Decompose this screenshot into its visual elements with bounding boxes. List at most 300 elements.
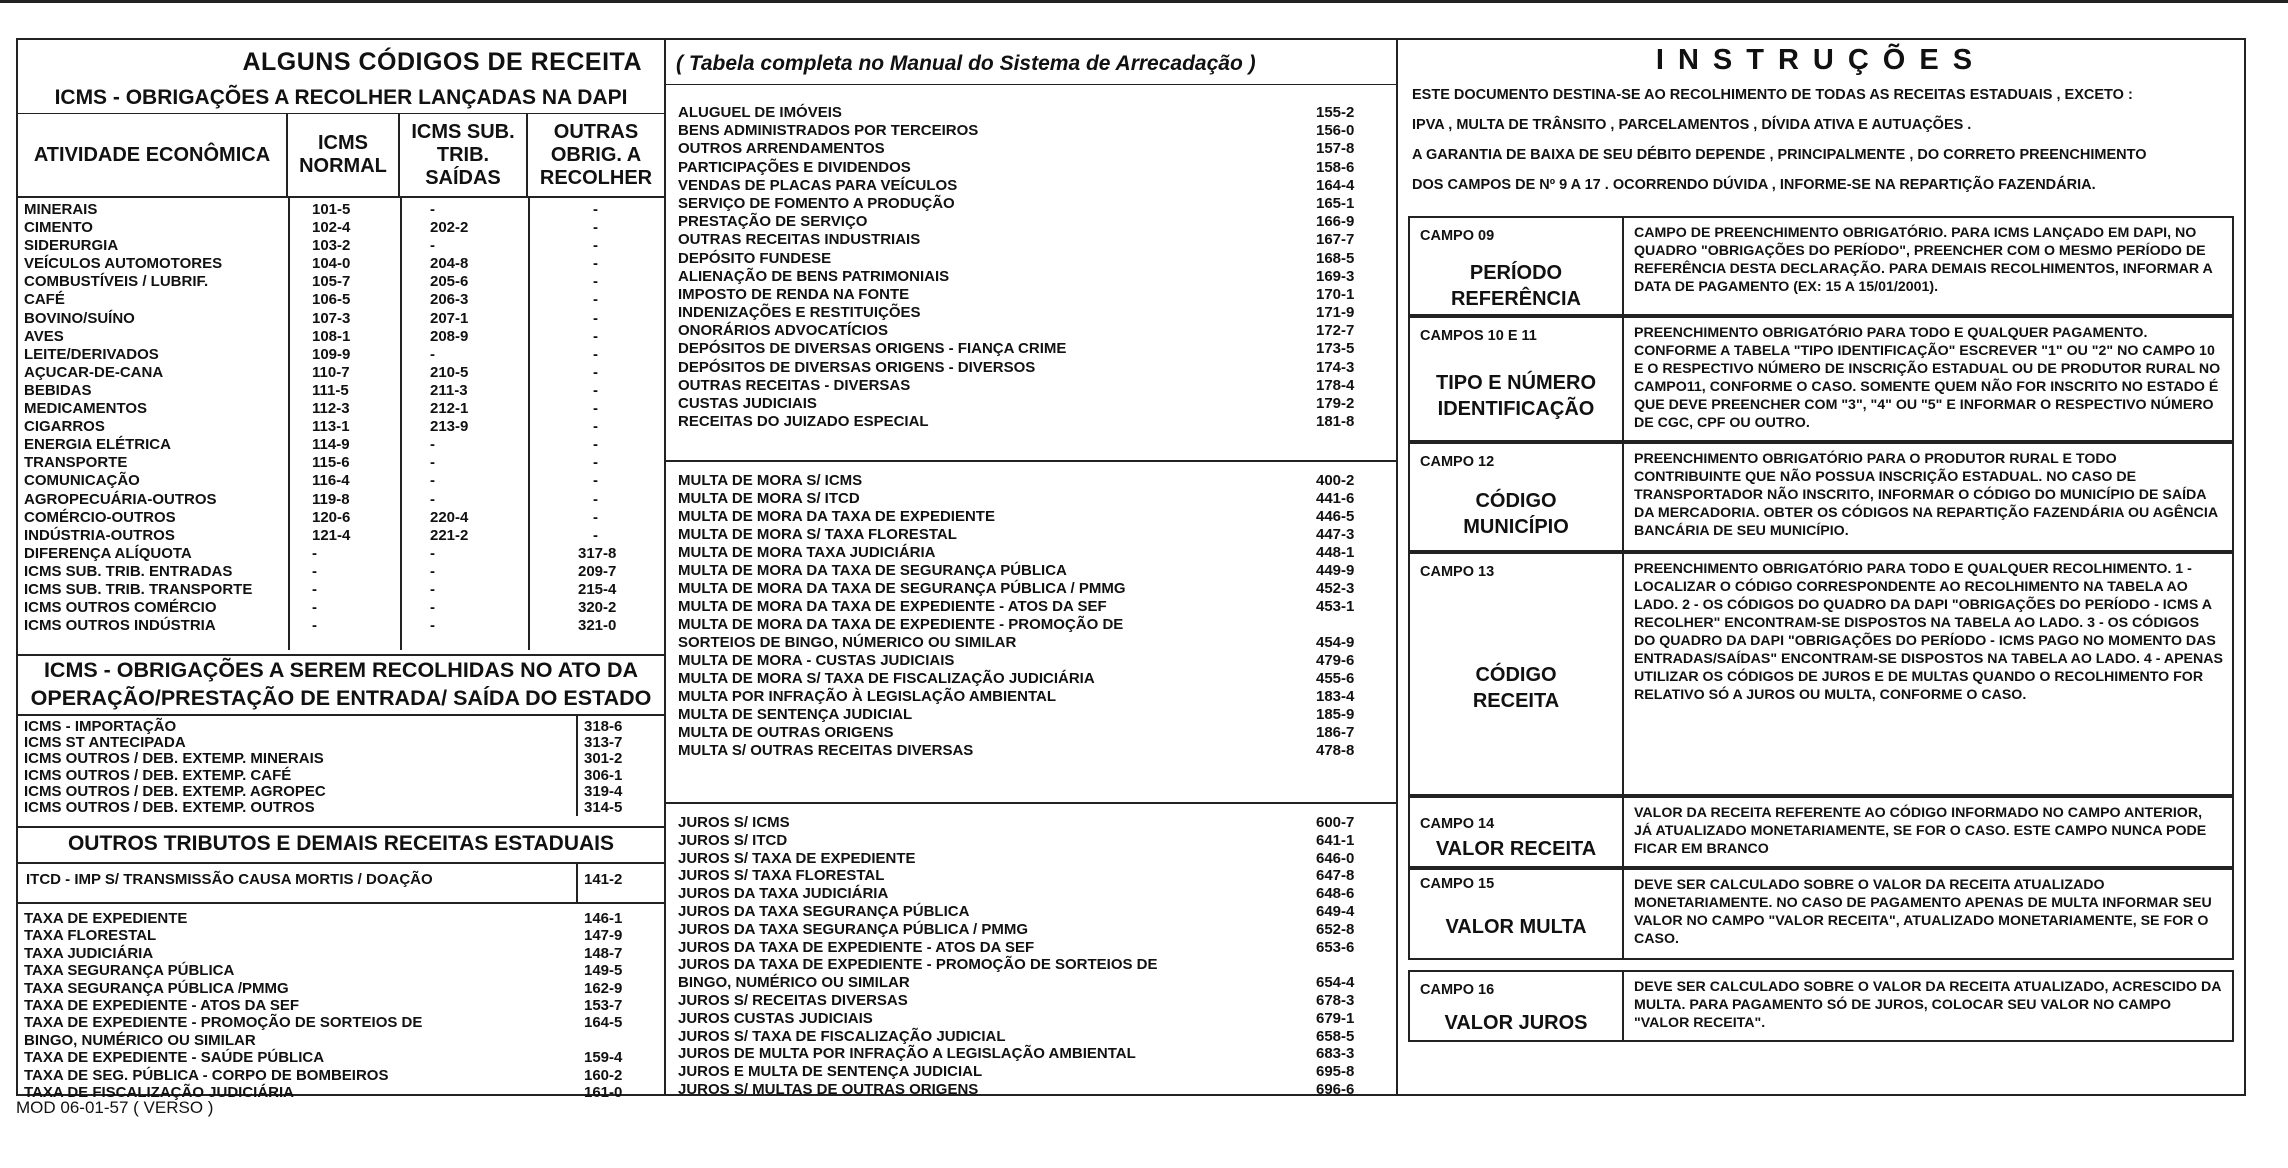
table-row [678,814,1378,832]
icms-normal-code: 114-9 [312,436,350,454]
outras-code: - [593,472,598,490]
table-row [678,1063,1378,1081]
table-row [678,213,1378,231]
icms-normal-code: 107-3 [312,309,351,327]
outras-code: - [593,273,598,291]
row-label: AGROPECUÁRIA-OUTROS [24,490,217,508]
table-row [678,903,1378,921]
row-code: 453-1 [1316,598,1355,615]
row-label: COMUNICAÇÃO [24,472,140,490]
table-row [678,1081,1378,1099]
intro-line: A GARANTIA DE BAIXA DE SEU DÉBITO DEPENDE , PRINCIPALMENTE , DO CORRETO PREENCHIMENTO [1412,147,2147,163]
table-row [678,413,1378,431]
row-label: JUROS DA TAXA JUDICIÁRIA [678,885,889,903]
row-label: COMBUSTÍVEIS / LUBRIF. [24,273,209,291]
column-instrucoes [1398,40,2244,1094]
table-row [678,250,1378,268]
row-code: 157-8 [1316,140,1355,158]
campo-number: CAMPO 13 [1420,564,1495,580]
row-label: ONORÁRIOS ADVOCATÍCIOS [678,322,889,340]
icms-st-code: - [430,562,435,580]
campo-13-box [1408,552,2234,796]
outras-code: - [593,400,598,418]
row-label: DEPÓSITOS DE DIVERSAS ORIGENS - DIVERSOS [678,358,1036,376]
row-label: JUROS S/ ICMS [678,814,790,831]
row-label: TAXA DE EXPEDIENTE - PROMOÇÃO DE SORTEIOS DE [24,1014,423,1032]
row-code: 479-6 [1316,652,1355,669]
icms-normal-code: 115-6 [312,454,350,472]
table-row [18,800,664,816]
row-label: JUROS DA TAXA SEGURANÇA PÚBLICA [678,902,970,920]
row-label: PARTICIPAÇÕES E DIVIDENDOS [678,158,911,176]
table-row [678,508,1378,526]
row-code: 455-6 [1316,670,1355,687]
row-label: VEÍCULOS AUTOMOTORES [24,255,223,273]
row-label: DEPÓSITO FUNDESE [678,249,832,267]
outras-code: - [593,381,598,399]
campo-15-box [1408,868,2234,960]
row-label: VENDAS DE PLACAS PARA VEÍCULOS [678,176,958,194]
row-code: 318-6 [584,718,623,735]
row-label: JUROS DA TAXA DE EXPEDIENTE - ATOS DA SEF [678,938,1035,956]
icms-normal-code: - [312,562,317,580]
icms-normal-code: 103-2 [312,237,351,255]
table-row [18,328,664,346]
row-code: 173-5 [1316,340,1355,358]
table-row [678,231,1378,249]
row-label: MEDICAMENTOS [24,400,148,418]
row-label: MULTA DE MORA DA TAXA DE SEGURANÇA PÚBLICA [678,562,1067,579]
icms-st-code: - [430,201,435,218]
row-label: MULTA DE MORA DA TAXA DE EXPEDIENTE - ATOS DA SEF [678,598,1107,615]
row-label: BEBIDAS [24,381,92,399]
row-label: INDENIZAÇÕES E RESTITUIÇÕES [678,304,921,322]
campo-label: VALOR MULTA [1445,916,1587,938]
icms-normal-code: - [312,544,317,562]
row-code: 441-6 [1316,490,1355,507]
row-code: 678-3 [1316,991,1355,1009]
row-code: 165-1 [1316,194,1355,212]
instructions-title: INSTRUÇÕES [1655,44,1987,76]
table-row [678,359,1378,377]
row-label: MINERAIS [24,201,98,218]
icms-st-code: 212-1 [430,400,469,418]
table-row [18,945,664,962]
campo-14-box [1408,796,2234,868]
table-row [678,939,1378,957]
row-code: 170-1 [1316,285,1355,303]
row-label: MULTA DE MORA DA TAXA DE SEGURANÇA PÚBLICA / PMMG [678,580,1126,597]
row-label: ENERGIA ELÉTRICA [24,436,171,454]
row-code: 696-6 [1316,1080,1355,1098]
outras-code: - [593,454,598,472]
table-row [678,616,1378,634]
outras-code: 317-8 [578,544,617,562]
table-row [678,544,1378,562]
icms-normal-code: 105-7 [312,273,351,291]
row-label: TAXA DE SEG. PÚBLICA - CORPO DE BOMBEIROS [24,1066,389,1084]
campo-description: PREENCHIMENTO OBRIGATÓRIO PARA O PRODUTOR RURAL E TODO CONTRIBUINTE QUE NÃO POSSUA INSCRIÇÃO ESTADUAL. NO CASO DE TRANSPORTADOR NÃO INSCRITO, INFORMAR O CÓDIGO DO MUNICÍPIO DE SAÍDA DA MERCADORIA. OBTER OS CÓDIGOS NA REPARTIÇÃO FAZENDÁRIA OU AGÊNCIA BANCÁRIA DE SEU MUNICÍPIO. [1634,451,2218,539]
outras-code: 215-4 [578,580,617,598]
row-label: CUSTAS JUDICIAIS [678,395,817,412]
icms-normal-code: 113-1 [312,418,350,436]
table-row [678,490,1378,508]
row-label: JUROS S/ TAXA DE FISCALIZAÇÃO JUDICIAL [678,1027,1006,1045]
table-row [678,395,1378,413]
campo-number: CAMPO 16 [1420,982,1495,998]
taxa-rows [18,910,664,1101]
table-row [678,956,1378,974]
row-label: ALIENAÇÃO DE BENS PATRIMONIAIS [678,267,950,285]
icms-normal-code: 110-7 [312,363,350,381]
campo-10-11-box [1408,316,2234,442]
campo-description: PREENCHIMENTO OBRIGATÓRIO PARA TODO E QUALQUER RECOLHIMENTO. 1 - LOCALIZAR O CÓDIGO CORRESPONDENTE AO RECOLHIMENTO NA TABELA AO LADO. 2 - OS CÓDIGOS DO QUADRO DA DAPI "OBRIGAÇÕES DO PERÍODO - ICMS A RECOLHER" ENCONTRAM-SE DISPOSTOS NA TABELA AO LADO. 3 - OS CÓDIGOS DO QUADRO DA DAPI "OBRIGAÇÕES DO PERÍODO - ICMS PAGO NO MOMENTO DAS ENTRADAS/SAÍDAS" ENCONTRAM-SE DISPOSTOS NA TABELA AO LADO. 4 - APENAS UTILIZAR OS CÓDIGOS DE JUROS E DE MULTAS QUANDO O RECOLHIMENTO FOR RELATIVO SÓ A JUROS OU MULTA, CONFORME O CASO. [1634,561,2223,703]
row-code: 181-8 [1316,413,1355,431]
icms-st-code: - [430,237,435,255]
header-icms-sub-trib: ICMS SUB. TRIB. SAÍDAS [400,114,528,196]
column-receitas [666,40,1398,1098]
icms-st-code: 208-9 [430,327,469,345]
row-code: 400-2 [1316,472,1355,489]
table-row [18,237,664,255]
row-label: CIGARROS [24,418,105,436]
row-label: ICMS SUB. TRIB. TRANSPORTE [24,580,253,598]
row-code: 647-8 [1316,867,1355,885]
row-label: LEITE/DERIVADOS [24,345,159,363]
row-code: 158-6 [1316,158,1355,176]
table-row [18,1032,664,1049]
icms-st-code: 210-5 [430,363,469,381]
header-atividade: ATIVIDADE ECONÔMICA [18,114,288,196]
col-divider [576,864,578,902]
icms-st-code: - [430,599,435,617]
row-code: 446-5 [1316,508,1355,525]
row-label: SIDERURGIA [24,237,119,255]
row-label: JUROS E MULTA DE SENTENÇA JUDICIAL [678,1063,983,1081]
row-label: CAFÉ [24,291,65,309]
table-row [18,454,664,472]
icms-st-code: 205-6 [430,273,469,291]
table-row [18,980,664,997]
row-code: 166-9 [1316,213,1355,231]
itcd-row [18,872,664,892]
row-label: JUROS DA TAXA DE EXPEDIENTE - PROMOÇÃO DE SORTEIOS DE [678,956,1158,974]
outras-code: - [593,436,598,454]
row-label: MULTA DE MORA TAXA JUDICIÁRIA [678,544,936,561]
outras-code: 321-0 [578,617,617,635]
dapi-rows [18,201,664,635]
outras-code: 209-7 [578,562,617,580]
icms-st-code: - [430,436,435,454]
divider [666,802,1396,804]
row-code: 169-3 [1316,267,1355,285]
row-code: 174-3 [1316,358,1355,376]
row-label: JUROS S/ MULTAS DE OUTRAS ORIGENS [678,1080,979,1098]
row-label: IMPOSTO DE RENDA NA FONTE [678,285,910,303]
outras-code: - [593,526,598,544]
row-label: TAXA DE EXPEDIENTE - SAÚDE PÚBLICA [24,1049,325,1067]
table-row [18,735,664,751]
table-row [678,742,1378,760]
table-row [678,195,1378,213]
table-row [18,201,664,219]
icms-normal-code: 116-4 [312,472,350,490]
row-code: 161-0 [584,1083,623,1101]
row-code: 168-5 [1316,249,1355,267]
icms-normal-code: 121-4 [312,526,351,544]
table-row [18,1014,664,1031]
row-label: TAXA SEGURANÇA PÚBLICA /PMMG [24,979,289,997]
dapi-heading: ICMS - OBRIGAÇÕES A RECOLHER LANÇADAS NA DAPI [18,84,664,114]
icms-normal-code: 108-1 [312,327,351,345]
campo-description: DEVE SER CALCULADO SOBRE O VALOR DA RECEITA ATUALIZADO MONETARIAMENTE. NO CASO DE PAGAMENTO APENAS DE MULTA INFORMAR SEU VALOR NO CAMPO "VALOR RECEITA", ATUALIZADO MONETARIAMENTE, SE FOR O CASO. [1634,877,2212,947]
row-code: 185-9 [1316,706,1355,723]
row-code: 153-7 [584,996,623,1014]
table-row [678,140,1378,158]
row-label: JUROS DE MULTA POR INFRAÇÃO A LEGISLAÇÃO AMBIENTAL [678,1045,1136,1063]
row-label: AÇUCAR-DE-CANA [24,363,164,381]
table-row [678,122,1378,140]
row-code: 148-7 [584,944,623,962]
table-row [678,562,1378,580]
divider [18,714,664,716]
row-code: 648-6 [1316,885,1355,903]
table-row [678,634,1378,652]
campo-09-box [1408,216,2234,316]
row-label: ICMS OUTROS / DEB. EXTEMP. MINERAIS [24,750,324,768]
row-label: MULTA DE MORA S/ ICMS [678,472,863,489]
icms-st-code: 207-1 [430,309,469,327]
row-code: 695-8 [1316,1063,1355,1081]
table-row [678,706,1378,724]
icms-normal-code: - [312,617,317,635]
row-code: 653-6 [1316,938,1355,956]
icms-normal-code: 111-5 [312,381,349,399]
icms-st-code: - [430,345,435,363]
table-row [678,724,1378,742]
row-label: BOVINO/SUÍNO [24,309,135,327]
icms-st-code: 204-8 [430,255,469,273]
table-row [678,377,1378,395]
row-code: 649-4 [1316,902,1355,920]
icms-normal-code: - [312,580,317,598]
row-code: 654-4 [1316,974,1355,992]
row-code: 646-0 [1316,849,1355,867]
row-label: ICMS OUTROS / DEB. EXTEMP. OUTROS [24,798,315,816]
table-row [678,580,1378,598]
table-row [678,850,1378,868]
row-code: 162-9 [584,979,623,997]
table-row [18,491,664,509]
campo-description: PREENCHIMENTO OBRIGATÓRIO PARA TODO E QUALQUER PAGAMENTO. CONFORME A TABELA "TIPO IDENTIFICAÇÃO" ESCREVER "1" OU "2" NO CAMPO 10 E O RESPECTIVO NÚMERO DE INSCRIÇÃO ESTADUAL OU DE PRODUTOR RURAL NO CAMPO11, CONFORME O CASO. SOMENTE QUEM NÃO FOR INSCRITO NO ESTADO É QUE DEVE PREENCHER COM "3", "4" OU "5" E INFORMAR O RESPECTIVO NÚMERO DE CGC, CPF OU OUTRO. [1634,325,2221,431]
outras-code: - [593,490,598,508]
row-label: TAXA DE EXPEDIENTE - ATOS DA SEF [24,996,300,1014]
table-row [18,382,664,400]
itcd-code: 141-2 [584,871,623,888]
multas-list [678,472,1378,760]
table-row [18,472,664,490]
row-label: ICMS ST ANTECIPADA [24,734,186,752]
outras-code: 320-2 [578,599,617,617]
row-code: 641-1 [1316,831,1355,849]
row-label: MULTA DE MORA DA TAXA DE EXPEDIENTE - PROMOÇÃO DE [678,616,1124,633]
row-label: MULTA DE MORA DA TAXA DE EXPEDIENTE [678,508,995,525]
campo-label: VALOR JUROS [1444,1012,1588,1034]
icms-st-code: - [430,617,435,635]
campo-label: VALOR RECEITA [1435,838,1597,860]
page-title: ALGUNS CÓDIGOS DE RECEITA [242,48,642,76]
row-code: 164-5 [584,1014,623,1032]
row-label: OUTROS ARRENDAMENTOS [678,140,885,158]
icms-normal-code: 104-0 [312,255,351,273]
icms-st-code: - [430,454,435,472]
icms-st-code: 220-4 [430,508,469,526]
row-code: 449-9 [1316,562,1355,579]
row-code: 319-4 [584,782,623,800]
row-label: MULTA DE MORA - CUSTAS JUDICIAIS [678,652,955,669]
row-code: 183-4 [1316,688,1355,705]
row-code: 178-4 [1316,376,1355,394]
row-code: 679-1 [1316,1009,1355,1027]
campo-number: CAMPO 12 [1420,454,1495,470]
row-code: 447-3 [1316,526,1355,543]
row-label: ICMS OUTROS / DEB. EXTEMP. CAFÉ [24,766,292,784]
outras-code: - [593,255,598,273]
table-row [18,545,664,563]
row-label: JUROS S/ TAXA DE EXPEDIENTE [678,849,916,867]
icms-normal-code: 119-8 [312,490,350,508]
campo-description: VALOR DA RECEITA REFERENTE AO CÓDIGO INFORMADO NO CAMPO ANTERIOR, JÁ ATUALIZADO MONETARIAMENTE, SE FOR O CASO. ESTE CAMPO NUNCA PODE FICAR EM BRANCO [1634,805,2207,857]
header-icms-normal: ICMS NORMAL [288,114,400,196]
icms-st-code: 206-3 [430,291,469,309]
table-row [18,310,664,328]
table-row [678,286,1378,304]
table-row [18,509,664,527]
table-row [18,599,664,617]
row-code: 658-5 [1316,1027,1355,1045]
table-row [18,962,664,979]
row-label: BENS ADMINISTRADOS POR TERCEIROS [678,122,979,140]
divider [18,862,664,864]
column-icms-codes [18,40,666,1101]
row-label: BINGO, NUMÉRICO OU SIMILAR [24,1031,256,1049]
outras-code: - [593,291,598,309]
campo-number: CAMPOS 10 E 11 [1420,328,1537,344]
table-row [18,617,664,635]
table-row [678,472,1378,490]
ato-heading-2: OPERAÇÃO/PRESTAÇÃO DE ENTRADA/ SAÍDA DO ESTADO [30,686,652,710]
icms-st-code: 221-2 [430,526,469,544]
icms-normal-code: 106-5 [312,291,351,309]
row-label: MULTA DE MORA S/ ITCD [678,490,860,507]
intro-line: ESTE DOCUMENTO DESTINA-SE AO RECOLHIMENTO DE TODAS AS RECEITAS ESTADUAIS , EXCETO : [1412,87,2133,103]
table-row [18,927,664,944]
table-row [18,910,664,927]
campo-number: CAMPO 09 [1420,228,1495,244]
dapi-table-header [18,114,664,198]
table-row [18,768,664,784]
row-code: 313-7 [584,734,623,752]
table-row [18,364,664,382]
table-row [678,974,1378,992]
table-row [678,885,1378,903]
row-code: 156-0 [1316,122,1355,140]
row-label: MULTA DE MORA S/ TAXA DE FISCALIZAÇÃO JUDICIÁRIA [678,670,1095,687]
row-label: TAXA FLORESTAL [24,927,157,945]
row-label: ICMS OUTROS INDÚSTRIA [24,617,216,635]
row-label: SERVIÇO DE FOMENTO A PRODUÇÃO [678,194,955,212]
row-label: TRANSPORTE [24,454,128,472]
instructions-intro [1412,80,2242,200]
icms-normal-code: 112-3 [312,400,350,418]
campo-description: DEVE SER CALCULADO SOBRE O VALOR DA RECEITA ATUALIZADO, ACRESCIDO DA MULTA. PARA PAGAMENTO SÓ DE JUROS, COLOCAR SEU VALOR NO CAMPO "VALOR RECEITA". [1634,979,2221,1031]
icms-normal-code: 109-9 [312,345,351,363]
table-row [678,177,1378,195]
table-row [18,563,664,581]
outras-code: - [593,237,598,255]
table-row [678,526,1378,544]
outras-code: - [593,309,598,327]
row-label: MULTA DE MORA S/ TAXA FLORESTAL [678,526,957,543]
table-row [18,346,664,364]
row-code: 301-2 [584,750,623,768]
row-label: MULTA DE OUTRAS ORIGENS [678,724,894,741]
icms-st-code: 213-9 [430,418,469,436]
outras-code: - [593,363,598,381]
row-code: 314-5 [584,798,623,816]
table-row [678,268,1378,286]
row-label: JUROS S/ TAXA FLORESTAL [678,867,885,885]
icms-st-code: 211-3 [430,381,468,399]
table-row [678,1010,1378,1028]
table-row [678,322,1378,340]
table-row [678,921,1378,939]
table-row [678,104,1378,122]
intro-line: DOS CAMPOS DE Nº 9 A 17 . OCORRENDO DÚVIDA , INFORME-SE NA REPARTIÇÃO FAZENDÁRIA. [1412,177,2096,193]
icms-st-code: - [430,490,435,508]
table-row [18,751,664,767]
table-row [678,670,1378,688]
icms-st-code: - [430,580,435,598]
outras-code: - [593,327,598,345]
divider [666,84,1396,85]
table-note: ( Tabela completa no Manual do Sistema de Arrecadação ) [676,52,1256,75]
campo-description: CAMPO DE PREENCHIMENTO OBRIGATÓRIO. PARA ICMS LANÇADO EM DAPI, NO QUADRO "OBRIGAÇÕES DO PERÍODO", PREENCHER COM O MESMO PERÍODO DE REFERÊNCIA DESTA DECLARAÇÃO. PARA DEMAIS RECOLHIMENTOS, INFORMAR A DATA DE PAGAMENTO (EX: 15 A 15/01/2001). [1634,225,2213,295]
row-label: JUROS CUSTAS JUDICIAIS [678,1009,873,1027]
campo-label: CÓDIGO RECEITA [1472,664,1560,712]
row-code: 452-3 [1316,580,1355,597]
outras-code: - [593,418,598,436]
header-outras-obrig: OUTRAS OBRIG. A RECOLHER [539,120,653,189]
table-row [18,255,664,273]
row-label: CIMENTO [24,219,93,237]
row-label: MULTA POR INFRAÇÃO À LEGISLAÇÃO AMBIENTAL [678,688,1057,705]
table-row [678,340,1378,358]
row-code: 172-7 [1316,322,1355,340]
row-label: OUTRAS RECEITAS INDUSTRIAIS [678,231,921,249]
row-label: AVES [24,327,64,345]
table-row [678,688,1378,706]
row-label: RECEITAS DO JUIZADO ESPECIAL [678,413,929,431]
table-row [678,992,1378,1010]
table-row [18,784,664,800]
campo-label: PERÍODO REFERÊNCIA [1450,262,1581,310]
table-row [678,832,1378,850]
table-row [678,1028,1378,1046]
row-code: 164-4 [1316,176,1355,194]
row-label: TAXA JUDICIÁRIA [24,944,154,962]
table-row [678,1045,1378,1063]
